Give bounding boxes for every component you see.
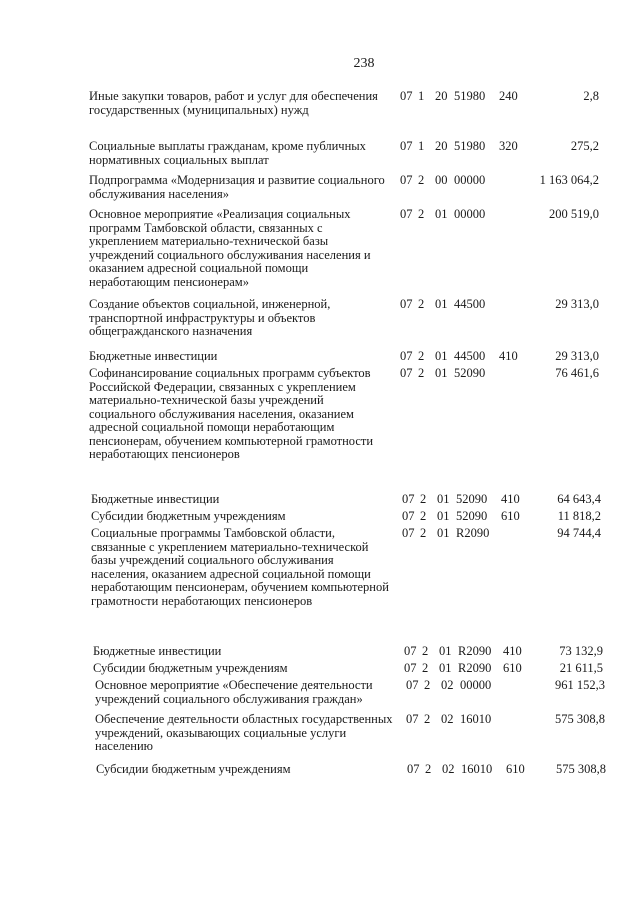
measure-code: 01 — [437, 526, 450, 540]
measure-code: 01 — [435, 297, 448, 311]
amount-value: 2,8 — [583, 89, 599, 103]
amount-value: 1 163 064,2 — [539, 173, 599, 187]
subprogram-code: 2 — [418, 366, 425, 380]
expense-type-code: 610 — [501, 509, 520, 523]
subprogram-code: 2 — [420, 526, 427, 540]
measure-code: 01 — [437, 492, 450, 506]
expense-type-code: 410 — [503, 644, 522, 658]
row-description: Социальные программы Тамбовской области, связанные с укреплением материально-технической базы учреждений социального обслуживания населения, оказанием адресной социальной помощи неработающим пенсионерам, обучением компьютерной грамотности неработающих пенсионеров — [91, 526, 389, 608]
program-code: 07 — [406, 678, 419, 692]
direction-code: 16010 — [461, 762, 493, 776]
program-code: 07 — [402, 492, 415, 506]
row-description: Софинансирование социальных программ субъектов Российской Федерации, связанных с укреплением материально-технической базы учреждений социального обслуживания населения, оказанием адресной социальной помощи неработающим пенсионерам, обучением компьютерной грамотности неработающих пенсионеров — [89, 366, 374, 461]
direction-code: R2090 — [458, 661, 492, 675]
direction-code: R2090 — [456, 526, 490, 540]
program-code: 07 — [402, 526, 415, 540]
measure-code: 20 — [435, 89, 448, 103]
direction-code: 00000 — [460, 678, 492, 692]
direction-code: 51980 — [454, 89, 486, 103]
measure-code: 01 — [435, 207, 448, 221]
amount-value: 29 313,0 — [555, 297, 599, 311]
measure-code: 02 — [441, 678, 454, 692]
direction-code: 52090 — [456, 492, 488, 506]
program-code: 07 — [404, 644, 417, 658]
subprogram-code: 2 — [424, 678, 431, 692]
amount-value: 94 744,4 — [557, 526, 601, 540]
row-description: Обеспечение деятельности областных государственных учреждений, оказывающих социальные услуги населению — [95, 712, 393, 753]
measure-code: 01 — [435, 349, 448, 363]
amount-value: 21 611,5 — [559, 661, 603, 675]
amount-value: 275,2 — [570, 139, 599, 153]
row-description: Социальные выплаты гражданам, кроме публичных нормативных социальных выплат — [89, 139, 366, 167]
amount-value: 29 313,0 — [555, 349, 599, 363]
amount-value: 76 461,6 — [555, 366, 599, 380]
amount-value: 961 152,3 — [555, 678, 605, 692]
program-code: 07 — [400, 297, 413, 311]
expense-type-code: 610 — [503, 661, 522, 675]
measure-code: 02 — [442, 762, 455, 776]
direction-code: 52090 — [456, 509, 488, 523]
direction-code: R2090 — [458, 644, 492, 658]
row-description: Субсидии бюджетным учреждениям — [96, 762, 291, 776]
program-code: 07 — [400, 366, 413, 380]
subprogram-code: 2 — [422, 661, 429, 675]
measure-code: 01 — [435, 366, 448, 380]
amount-value: 64 643,4 — [557, 492, 601, 506]
subprogram-code: 2 — [418, 207, 425, 221]
program-code: 07 — [402, 509, 415, 523]
measure-code: 01 — [439, 661, 452, 675]
subprogram-code: 2 — [420, 509, 427, 523]
expense-type-code: 240 — [499, 89, 518, 103]
amount-value: 200 519,0 — [549, 207, 599, 221]
direction-code: 16010 — [460, 712, 492, 726]
subprogram-code: 2 — [418, 173, 425, 187]
program-code: 07 — [407, 762, 420, 776]
expense-type-code: 320 — [499, 139, 518, 153]
amount-value: 575 308,8 — [556, 762, 606, 776]
program-code: 07 — [400, 139, 413, 153]
amount-value: 11 818,2 — [557, 509, 601, 523]
measure-code: 01 — [439, 644, 452, 658]
program-code: 07 — [400, 89, 413, 103]
row-description: Бюджетные инвестиции — [93, 644, 222, 658]
amount-value: 73 132,9 — [559, 644, 603, 658]
row-description: Основное мероприятие «Обеспечение деятельности учреждений социального обслуживания граждан» — [95, 678, 373, 706]
program-code: 07 — [400, 207, 413, 221]
subprogram-code: 1 — [418, 89, 425, 103]
program-code: 07 — [400, 349, 413, 363]
direction-code: 44500 — [454, 349, 486, 363]
amount-value: 575 308,8 — [555, 712, 605, 726]
subprogram-code: 2 — [420, 492, 427, 506]
row-description: Иные закупки товаров, работ и услуг для обеспечения государственных (муниципальных) нужд — [89, 89, 378, 117]
measure-code: 01 — [437, 509, 450, 523]
measure-code: 20 — [435, 139, 448, 153]
row-description: Субсидии бюджетным учреждениям — [93, 661, 288, 675]
expense-type-code: 410 — [499, 349, 518, 363]
direction-code: 00000 — [454, 207, 486, 221]
subprogram-code: 2 — [418, 349, 425, 363]
subprogram-code: 2 — [425, 762, 432, 776]
measure-code: 02 — [441, 712, 454, 726]
row-description: Подпрограмма «Модернизация и развитие социального обслуживания населения» — [89, 173, 385, 201]
program-code: 07 — [404, 661, 417, 675]
subprogram-code: 2 — [418, 297, 425, 311]
row-description: Бюджетные инвестиции — [91, 492, 220, 506]
subprogram-code: 2 — [422, 644, 429, 658]
program-code: 07 — [400, 173, 413, 187]
row-description: Бюджетные инвестиции — [89, 349, 218, 363]
expense-type-code: 410 — [501, 492, 520, 506]
page-number: 238 — [353, 56, 375, 71]
program-code: 07 — [406, 712, 419, 726]
direction-code: 00000 — [454, 173, 486, 187]
expense-type-code: 610 — [506, 762, 525, 776]
row-description: Субсидии бюджетным учреждениям — [91, 509, 286, 523]
direction-code: 51980 — [454, 139, 486, 153]
subprogram-code: 1 — [418, 139, 425, 153]
direction-code: 52090 — [454, 366, 486, 380]
row-description: Основное мероприятие «Реализация социальных программ Тамбовской области, связанных с укреплением материально-технической базы учреждений социального обслуживания населения и оказанием адресной социальной помощи неработающим пенсионерам» — [89, 207, 371, 289]
row-description: Создание объектов социальной, инженерной, транспортной инфраструктуры и объектов общегражданского назначения — [89, 297, 331, 338]
subprogram-code: 2 — [424, 712, 431, 726]
direction-code: 44500 — [454, 297, 486, 311]
measure-code: 00 — [435, 173, 448, 187]
